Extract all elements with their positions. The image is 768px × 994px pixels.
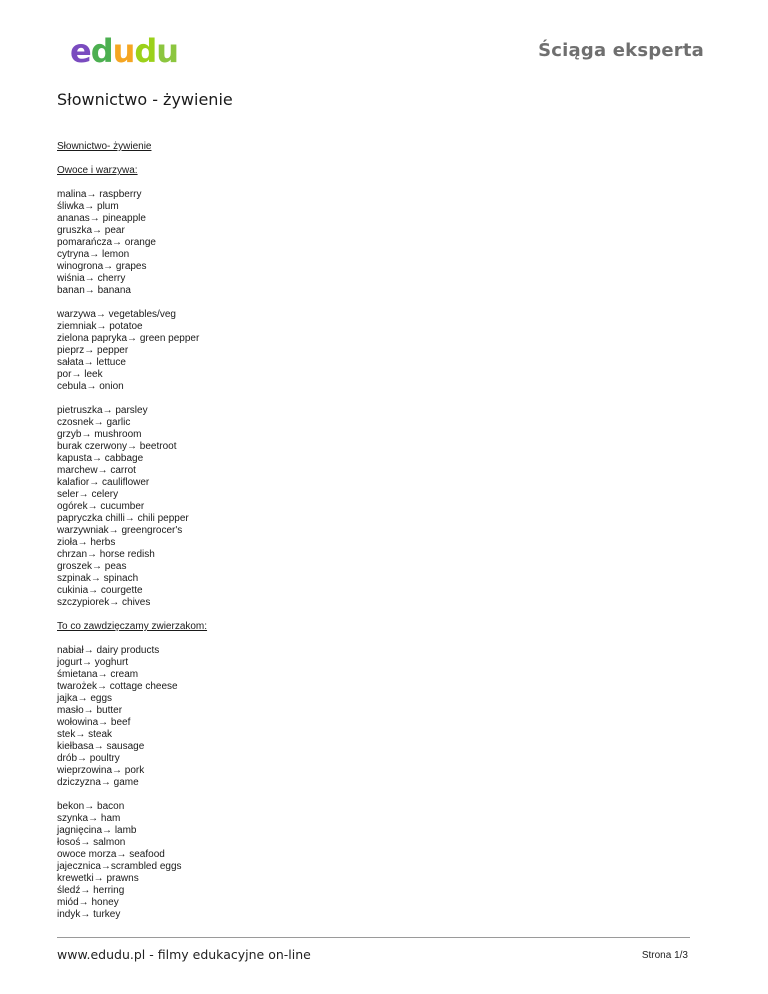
- vocabulary-entry: twarożek→ cottage cheese: [57, 681, 178, 692]
- vocabulary-entry: grzyb→ mushroom: [57, 429, 142, 440]
- vocabulary-entry: indyk→ turkey: [57, 909, 121, 920]
- vocabulary-entry: jajka→ eggs: [57, 693, 113, 704]
- vocabulary-entry: szynka→ ham: [57, 813, 121, 824]
- vocabulary-entry: warzywa→ vegetables/veg: [57, 309, 176, 320]
- vocabulary-entry: szczypiorek→ chives: [57, 597, 151, 608]
- vocabulary-entry: jogurt→ yoghurt: [57, 657, 129, 668]
- logo-letter-e: e: [70, 34, 91, 68]
- vocabulary-entry: śliwka→ plum: [57, 201, 119, 212]
- vocabulary-entry: banan→ banana: [57, 285, 131, 296]
- vocabulary-entry: zielona papryka→ green pepper: [57, 333, 200, 344]
- footer-site-url: www.edudu.pl - filmy edukacyjne on-line: [57, 947, 311, 962]
- vocabulary-entry: winogrona→ grapes: [57, 261, 147, 272]
- spacer: [57, 297, 697, 309]
- vocabulary-entry: kalafior→ cauliflower: [57, 477, 150, 488]
- vocabulary-entry: wołowina→ beef: [57, 717, 131, 728]
- vocabulary-entry: krewetki→ prawns: [57, 873, 139, 884]
- vocabulary-content: [57, 141, 697, 921]
- section-heading: Owoce i warzywa:: [57, 165, 138, 176]
- spacer: [57, 789, 697, 801]
- vocabulary-entry: miód→ honey: [57, 897, 119, 908]
- vocabulary-entry: ogórek→ cucumber: [57, 501, 145, 512]
- vocabulary-entry: czosnek→ garlic: [57, 417, 131, 428]
- vocabulary-entry: łosoś→ salmon: [57, 837, 126, 848]
- document-kind: Ściąga eksperta: [538, 40, 704, 61]
- vocabulary-entry: marchew→ carrot: [57, 465, 136, 476]
- footer-divider: [57, 937, 690, 938]
- vocabulary-entry: groszek→ peas: [57, 561, 127, 572]
- vocabulary-entry: wiśnia→ cherry: [57, 273, 126, 284]
- vocabulary-entry: stek→ steak: [57, 729, 113, 740]
- page-number: Strona 1/3: [641, 950, 688, 961]
- spacer: [57, 633, 697, 645]
- spacer: [57, 153, 697, 165]
- vocabulary-entry: owoce morza→ seafood: [57, 849, 165, 860]
- vocabulary-entry: por→ leek: [57, 369, 103, 380]
- page-title: Słownictwo - żywienie: [57, 90, 233, 109]
- logo-text: [70, 34, 178, 68]
- vocabulary-entry: dziczyzna→ game: [57, 777, 139, 788]
- vocabulary-entry: malina→ raspberry: [57, 189, 142, 200]
- vocabulary-entry: pieprz→ pepper: [57, 345, 129, 356]
- vocabulary-entry: jagnięcina→ lamb: [57, 825, 137, 836]
- vocabulary-entry: kiełbasa→ sausage: [57, 741, 145, 752]
- vocabulary-entry: wieprzowina→ pork: [57, 765, 145, 776]
- vocabulary-entry: masło→ butter: [57, 705, 123, 716]
- vocabulary-entry: bekon→ bacon: [57, 801, 125, 812]
- vocabulary-entry: pomarańcza→ orange: [57, 237, 156, 248]
- vocabulary-entry: nabiał→ dairy products: [57, 645, 160, 656]
- vocabulary-entry: ananas→ pineapple: [57, 213, 146, 224]
- vocabulary-entry: śmietana→ cream: [57, 669, 139, 680]
- edudu-logo: [70, 34, 185, 68]
- vocabulary-entry: zioła→ herbs: [57, 537, 116, 548]
- vocabulary-entry: kapusta→ cabbage: [57, 453, 144, 464]
- vocabulary-entry: cebula→ onion: [57, 381, 124, 392]
- vocabulary-entry: sałata→ lettuce: [57, 357, 126, 368]
- vocabulary-entry: drób→ poultry: [57, 753, 120, 764]
- vocabulary-entry: chrzan→ horse redish: [57, 549, 155, 560]
- vocabulary-entry: cytryna→ lemon: [57, 249, 130, 260]
- vocabulary-entry: cukinia→ courgette: [57, 585, 143, 596]
- vocabulary-entry: śledź→ herring: [57, 885, 125, 896]
- logo-letter-d: d: [90, 34, 113, 68]
- vocabulary-entry: warzywniak→ greengrocer's: [57, 525, 183, 536]
- vocabulary-entry: seler→ celery: [57, 489, 119, 500]
- vocabulary-entry: papryczka chilli→ chili pepper: [57, 513, 189, 524]
- logo-letter-d2: d: [134, 34, 157, 68]
- vocabulary-entry: burak czerwony→ beetroot: [57, 441, 177, 452]
- spacer: [57, 177, 697, 189]
- spacer: [57, 609, 697, 621]
- logo-letter-u2: u: [156, 34, 179, 68]
- section-heading: To co zawdzięczamy zwierzakom:: [57, 621, 208, 632]
- vocabulary-entry: ziemniak→ potatoe: [57, 321, 143, 332]
- vocabulary-entry: szpinak→ spinach: [57, 573, 139, 584]
- section-heading: Słownictwo- żywienie: [57, 141, 152, 152]
- logo-letter-u: u: [112, 34, 135, 68]
- vocabulary-entry: jajecznica→scrambled eggs: [57, 861, 182, 872]
- vocabulary-entry: pietruszka→ parsley: [57, 405, 148, 416]
- spacer: [57, 393, 697, 405]
- vocabulary-entry: gruszka→ pear: [57, 225, 125, 236]
